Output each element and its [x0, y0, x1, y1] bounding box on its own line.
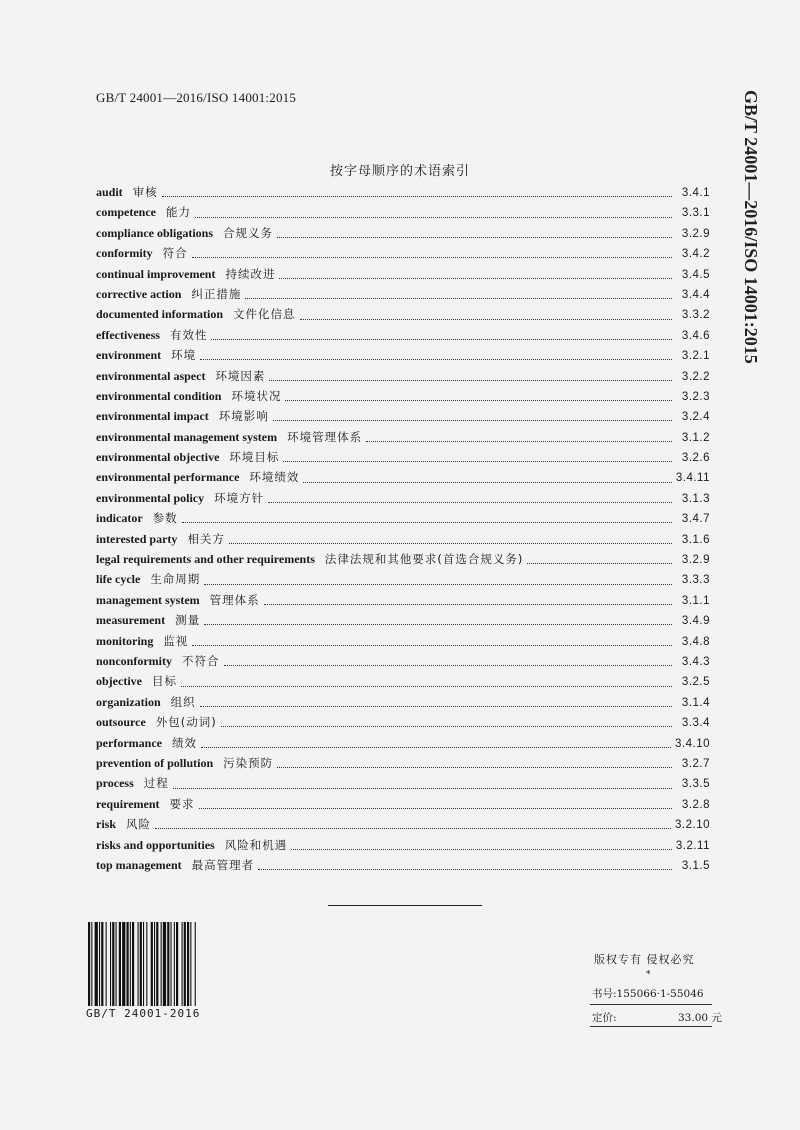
term-english: environment — [96, 348, 162, 363]
index-entry — [96, 347, 710, 367]
clause-number: 3.4.5 — [681, 268, 710, 281]
dot-leader — [527, 562, 672, 564]
dot-leader — [279, 277, 672, 279]
barcode-bar — [195, 922, 196, 1006]
clause-number: 3.4.2 — [681, 248, 710, 261]
term-english: organization — [96, 694, 161, 709]
term-english: management system — [96, 592, 200, 607]
barcode-bar — [184, 922, 186, 1006]
term-chinese: 文件化信息 — [233, 307, 296, 322]
clause-number: 3.2.2 — [681, 370, 710, 383]
index-title: 按字母顺序的术语索引 — [329, 164, 470, 179]
clause-number: 3.3.3 — [681, 574, 710, 587]
term-english: documented information — [96, 307, 223, 322]
clause-number: 3.2.4 — [681, 411, 710, 424]
dot-leader — [300, 318, 673, 320]
clause-number: 3.2.9 — [681, 227, 710, 240]
term-index-list — [96, 184, 710, 877]
index-entry — [96, 184, 710, 204]
index-entry — [96, 204, 710, 224]
dot-leader — [192, 644, 672, 646]
dot-leader — [173, 787, 672, 789]
index-entry — [96, 469, 710, 489]
barcode-bar — [161, 922, 162, 1006]
barcode-bar — [101, 922, 103, 1006]
dot-leader — [264, 603, 672, 605]
clause-number: 3.1.2 — [681, 431, 710, 444]
clause-number: 3.4.6 — [681, 329, 710, 342]
dot-leader — [204, 623, 672, 625]
clause-number: 3.3.1 — [681, 207, 710, 220]
dot-leader — [221, 725, 672, 727]
barcode-bar — [154, 922, 155, 1006]
index-entry — [96, 531, 710, 551]
side-standard-code: GB/T 24001—2016/ISO 14001:2015 — [741, 90, 761, 364]
barcode-bar — [95, 922, 98, 1006]
term-chinese: 环境管理体系 — [287, 429, 363, 444]
term-english: legal requirements and other requirements — [96, 552, 315, 567]
dot-leader — [199, 807, 672, 809]
dot-leader — [162, 195, 672, 197]
barcode-bar — [187, 922, 189, 1006]
clause-number: 3.2.6 — [681, 452, 710, 465]
barcode-bar — [182, 922, 183, 1006]
star-mark: * — [646, 970, 651, 980]
barcode-bar — [127, 922, 129, 1006]
term-english: environmental management system — [96, 429, 278, 444]
barcode-bar — [99, 922, 100, 1006]
term-english: indicator — [96, 511, 143, 526]
dot-leader — [273, 419, 672, 421]
barcode-bar — [156, 922, 158, 1006]
price-line — [592, 1010, 722, 1025]
term-english: compliance obligations — [96, 225, 214, 240]
index-entry — [96, 775, 710, 795]
term-chinese: 过程 — [143, 776, 169, 791]
barcode-bar — [132, 922, 134, 1006]
index-entry — [96, 408, 710, 428]
index-entry — [96, 714, 710, 734]
term-chinese: 目标 — [151, 674, 177, 689]
dot-leader — [211, 338, 672, 340]
term-english: environmental performance — [96, 470, 240, 485]
clause-number: 3.1.4 — [681, 696, 710, 709]
term-english: life cycle — [96, 572, 141, 587]
dot-leader — [155, 827, 671, 829]
term-chinese: 环境方针 — [214, 490, 265, 505]
term-english: environmental policy — [96, 490, 205, 505]
index-entry — [96, 612, 710, 632]
barcode-bar — [171, 922, 172, 1006]
dot-leader — [181, 685, 672, 687]
dot-leader — [285, 399, 672, 401]
term-chinese: 组织 — [170, 694, 196, 709]
term-english: measurement — [96, 613, 166, 628]
clause-number: 3.1.1 — [681, 594, 710, 607]
term-english: effectiveness — [96, 327, 160, 342]
dot-leader — [268, 501, 672, 503]
term-chinese: 测量 — [175, 613, 201, 628]
term-english: objective — [96, 674, 142, 689]
clause-number: 3.1.6 — [681, 533, 710, 546]
barcode-bar — [110, 922, 111, 1006]
clause-number: 3.4.4 — [681, 288, 710, 301]
barcode-bar — [112, 922, 114, 1006]
book-number: 书号:155066·1-55046 — [592, 988, 704, 1000]
dot-leader — [277, 766, 672, 768]
dot-leader — [283, 460, 672, 462]
term-english: outsource — [96, 715, 146, 730]
barcode-bar — [122, 922, 125, 1006]
clause-number: 3.3.5 — [681, 778, 710, 791]
term-english: performance — [96, 735, 162, 750]
clause-number: 3.4.11 — [675, 472, 710, 485]
clause-number: 3.1.3 — [681, 492, 710, 505]
term-english: corrective action — [96, 286, 182, 301]
clause-number: 3.4.10 — [675, 737, 710, 750]
term-english: risk — [96, 817, 117, 832]
index-entry — [96, 735, 710, 755]
dot-leader — [192, 256, 672, 258]
clause-number: 3.2.5 — [681, 676, 710, 689]
dot-leader — [277, 236, 672, 238]
copyright-notice: 版权专有 侵权必究 — [594, 953, 695, 966]
clause-number: 3.1.5 — [681, 859, 710, 872]
term-chinese: 法律法规和其他要求(首选合规义务) — [324, 552, 524, 567]
term-english: audit — [96, 185, 123, 199]
index-entry — [96, 633, 710, 653]
price-label: 定价: — [592, 1012, 617, 1024]
index-entry — [96, 571, 710, 591]
barcode-bar — [167, 922, 169, 1006]
index-entry — [96, 816, 710, 836]
clause-number: 3.4.1 — [681, 187, 710, 199]
dot-leader — [182, 521, 672, 523]
index-entry — [96, 327, 710, 347]
term-english: continual improvement — [96, 266, 216, 281]
term-chinese: 风险和机遇 — [224, 837, 288, 852]
clause-number: 3.3.4 — [681, 717, 710, 730]
term-english: prevention of pollution — [96, 755, 214, 770]
end-rule — [328, 905, 482, 906]
dot-leader — [258, 868, 672, 870]
clause-number: 3.4.7 — [681, 513, 710, 526]
price-top-rule — [590, 1004, 712, 1005]
index-entry — [96, 653, 710, 673]
price-bottom-rule — [590, 1026, 712, 1027]
barcode-bar — [176, 922, 178, 1006]
term-chinese: 外包(动词) — [155, 715, 217, 730]
index-entry — [96, 388, 710, 408]
dot-leader — [200, 358, 672, 360]
term-english: conformity — [96, 246, 153, 261]
clause-number: 3.3.2 — [681, 309, 710, 322]
index-entry — [96, 266, 710, 286]
term-chinese: 管理体系 — [209, 592, 260, 607]
term-english: environmental impact — [96, 409, 209, 424]
barcode-bar — [143, 922, 144, 1006]
clause-number: 3.4.3 — [681, 655, 710, 668]
term-chinese: 参数 — [152, 511, 178, 526]
term-chinese: 环境绩效 — [249, 470, 300, 485]
term-chinese: 环境影响 — [218, 409, 269, 424]
index-entry — [96, 673, 710, 693]
term-chinese: 相关方 — [187, 531, 225, 546]
index-entry — [96, 551, 710, 571]
term-english: risks and opportunities — [96, 837, 215, 852]
clause-number: 3.2.8 — [681, 798, 710, 811]
clause-number: 3.2.1 — [681, 350, 710, 363]
clause-number: 3.4.9 — [681, 615, 710, 628]
index-entry — [96, 245, 710, 265]
dot-leader — [366, 440, 672, 442]
term-chinese: 合规义务 — [223, 225, 274, 240]
barcode-bar — [106, 922, 107, 1006]
dot-leader — [201, 746, 671, 748]
term-chinese: 不符合 — [182, 653, 220, 668]
index-entry — [96, 857, 710, 877]
term-chinese: 审核 — [132, 185, 158, 199]
barcode-bar — [174, 922, 175, 1006]
term-chinese: 污染预防 — [223, 755, 274, 770]
barcode-bar — [138, 922, 139, 1006]
dot-leader — [229, 542, 672, 544]
barcode-bar — [130, 922, 131, 1006]
barcode-bar — [91, 922, 92, 1006]
index-entry — [96, 429, 710, 449]
term-chinese: 符合 — [162, 246, 188, 261]
dot-leader — [245, 297, 672, 299]
barcode-bar — [190, 922, 191, 1006]
dot-leader — [303, 481, 671, 483]
dot-leader — [200, 705, 672, 707]
index-entry — [96, 368, 710, 388]
index-entry — [96, 286, 710, 306]
barcode-bar — [163, 922, 166, 1006]
term-chinese: 监视 — [163, 633, 189, 648]
barcode-text: GB/T 24001-2016 — [86, 1007, 201, 1020]
dot-leader — [204, 583, 672, 585]
clause-number: 3.2.3 — [681, 390, 710, 403]
term-english: nonconformity — [96, 653, 172, 668]
term-chinese: 有效性 — [169, 327, 208, 342]
term-english: monitoring — [96, 633, 154, 648]
term-english: environmental condition — [96, 388, 222, 403]
price-value: 33.00 元 — [678, 1012, 722, 1024]
index-entry — [96, 490, 710, 510]
clause-number: 3.2.7 — [681, 757, 710, 770]
term-chinese: 生命周期 — [150, 572, 201, 587]
index-entry — [96, 755, 710, 775]
term-chinese: 能力 — [165, 205, 191, 220]
term-english: process — [96, 776, 134, 791]
clause-number: 3.2.10 — [675, 819, 710, 832]
clause-number: 3.2.9 — [681, 554, 710, 567]
term-chinese: 持续改进 — [225, 266, 276, 281]
dot-leader — [291, 848, 672, 850]
barcode-bar — [116, 922, 117, 1006]
clause-number: 3.4.8 — [681, 635, 710, 648]
clause-number: 3.2.11 — [675, 839, 710, 852]
dot-leader — [195, 216, 672, 218]
barcode-bar — [140, 922, 142, 1006]
index-entry — [96, 796, 710, 816]
dot-leader — [224, 664, 673, 666]
page-header-code: GB/T 24001—2016/ISO 14001:2015 — [96, 90, 297, 105]
term-chinese: 风险 — [126, 817, 152, 832]
term-english: competence — [96, 205, 156, 220]
term-chinese: 环境因素 — [215, 368, 266, 383]
term-chinese: 绩效 — [171, 735, 197, 750]
term-chinese: 环境状况 — [231, 388, 282, 403]
barcode-bar — [151, 922, 153, 1006]
term-chinese: 环境目标 — [229, 450, 280, 465]
term-chinese: 纠正措施 — [191, 286, 242, 301]
term-english: environmental objective — [96, 450, 220, 465]
term-english: top management — [96, 857, 182, 872]
barcode-bar — [119, 922, 121, 1006]
barcode-bar — [88, 922, 90, 1006]
term-chinese: 环境 — [171, 348, 197, 363]
term-chinese: 要求 — [169, 796, 195, 811]
index-entry — [96, 694, 710, 714]
index-entry — [96, 837, 710, 857]
index-entry — [96, 449, 710, 469]
barcode-bar — [146, 922, 147, 1006]
index-entry — [96, 225, 710, 245]
term-english: environmental aspect — [96, 368, 206, 383]
barcode-image — [86, 922, 232, 1006]
term-english: requirement — [96, 796, 160, 811]
index-entry — [96, 306, 710, 326]
index-entry — [96, 510, 710, 530]
term-chinese: 最高管理者 — [191, 857, 255, 872]
term-english: interested party — [96, 531, 178, 546]
index-entry — [96, 592, 710, 612]
dot-leader — [269, 379, 672, 381]
